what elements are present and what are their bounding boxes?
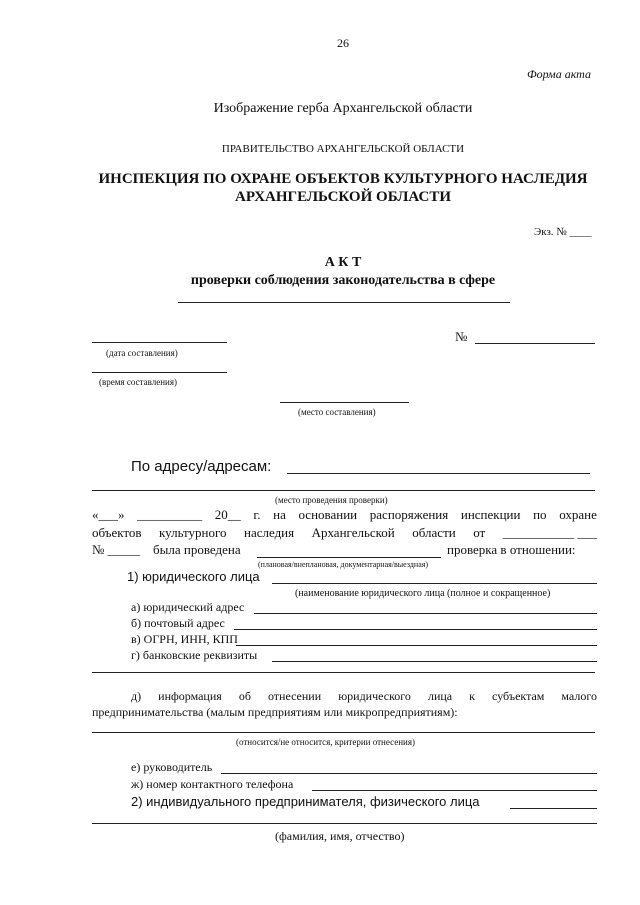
date-line[interactable]	[92, 342, 227, 343]
fio-line[interactable]	[92, 823, 597, 824]
address-line-2[interactable]	[92, 490, 595, 491]
basis-word: основании	[298, 507, 358, 522]
page-number: 26	[337, 36, 349, 50]
fio-caption: (фамилия, имя, отчество)	[275, 829, 405, 843]
check-type-line[interactable]	[257, 557, 441, 558]
legal-entity-label: 1) юридического лица	[127, 569, 260, 584]
date-caption: (дата составления)	[106, 348, 178, 358]
basis-day: «___»	[92, 507, 125, 522]
d-item-line-2: предпринимательства (малым предприятиям или микропредприятиям):	[92, 705, 458, 719]
individual-line[interactable]	[510, 808, 597, 809]
form-label: Форма акта	[527, 67, 591, 81]
time-caption: (время составления)	[99, 377, 177, 387]
basis-word: объектов	[92, 525, 142, 540]
basis-word: инспекции	[460, 507, 521, 522]
place-line[interactable]	[280, 402, 409, 403]
basis-word: Архангельской	[311, 525, 395, 540]
basis-year: 20__	[214, 507, 241, 522]
ogrn-label: в) ОГРН, ИНН, КПП	[131, 632, 238, 646]
address-label: По адресу/адресам:	[131, 458, 272, 475]
d-caption: (относится/не относится, критерии отнесения)	[236, 737, 415, 747]
basis-word: на	[273, 507, 286, 522]
check-type-caption: (плановая/внеплановая, документарная/выездная)	[258, 560, 429, 569]
act-number-line[interactable]	[475, 343, 595, 344]
postal-address-line[interactable]	[234, 629, 597, 630]
head-line[interactable]	[221, 773, 597, 774]
bank-details-line[interactable]	[272, 661, 597, 662]
legal-entity-line[interactable]	[272, 583, 597, 584]
number-sign: №	[455, 329, 468, 344]
check-place-caption: (место проведения проверки)	[275, 495, 388, 505]
government-name: ПРАВИТЕЛЬСТВО АРХАНГЕЛЬСКОЙ ОБЛАСТИ	[221, 143, 465, 155]
time-line[interactable]	[92, 372, 227, 373]
place-caption: (место составления)	[298, 407, 376, 417]
order-date-blank[interactable]: ___________ ___	[502, 525, 597, 540]
phone-line[interactable]	[312, 790, 597, 791]
basis-word: охране	[559, 507, 597, 522]
basis-word: распоряжения	[369, 507, 449, 522]
order-number[interactable]: № _____	[92, 542, 141, 557]
basis-word: области	[412, 525, 456, 540]
legal-entity-caption: (наименование юридического лица (полное и сокращенное)	[295, 588, 551, 599]
basis-check-against: проверка в отношении:	[447, 542, 576, 557]
d-word: юридического	[338, 689, 411, 703]
d-word: к	[469, 689, 476, 703]
bank-details-line-2[interactable]	[92, 672, 595, 673]
act-title: А К Т	[324, 255, 362, 270]
copy-number: Экз. № ____	[534, 226, 592, 238]
basis-word: г.	[253, 507, 261, 522]
individual-label: 2) индивидуального предпринимателя, физического лица	[131, 794, 480, 809]
basis-word: наследия	[243, 525, 295, 540]
basis-month: __________	[137, 507, 203, 522]
act-subtitle: проверки соблюдения законодательства в сфере	[190, 273, 496, 288]
d-word: лица	[427, 689, 453, 703]
legal-address-label: а) юридический адрес	[131, 600, 245, 614]
d-item-line-1	[131, 690, 597, 704]
postal-address-label: б) почтовый адрес	[131, 616, 225, 630]
d-word: об	[238, 689, 251, 703]
basis-word: от	[473, 525, 486, 540]
d-word: информация	[158, 689, 222, 703]
legal-address-line[interactable]	[254, 613, 597, 614]
act-sphere-line[interactable]	[178, 302, 510, 303]
basis-line-2	[92, 526, 597, 541]
bank-details-label: г) банковские реквизиты	[131, 648, 258, 662]
ogrn-line[interactable]	[236, 645, 597, 646]
d-word: малого	[561, 689, 597, 703]
basis-word: по	[533, 507, 547, 522]
d-word: субъектам	[492, 689, 545, 703]
emblem-placeholder: Изображение герба Архангельской области	[213, 101, 473, 116]
basis-line-1	[92, 508, 597, 523]
head-label: е) руководитель	[131, 760, 213, 774]
inspection-name-line1: ИНСПЕКЦИЯ ПО ОХРАНЕ ОБЪЕКТОВ КУЛЬТУРНОГО НАСЛЕДИЯ	[98, 171, 588, 187]
d-word: отнесении	[267, 689, 322, 703]
address-line[interactable]	[287, 473, 590, 474]
d-word: д)	[131, 689, 142, 703]
phone-label: ж) номер контактного телефона	[131, 777, 294, 791]
d-answer-line[interactable]	[92, 732, 595, 733]
basis-was-held: была проведена	[153, 542, 241, 557]
basis-word: культурного	[159, 525, 227, 540]
inspection-name-line2: АРХАНГЕЛЬСКОЙ ОБЛАСТИ	[235, 189, 451, 205]
